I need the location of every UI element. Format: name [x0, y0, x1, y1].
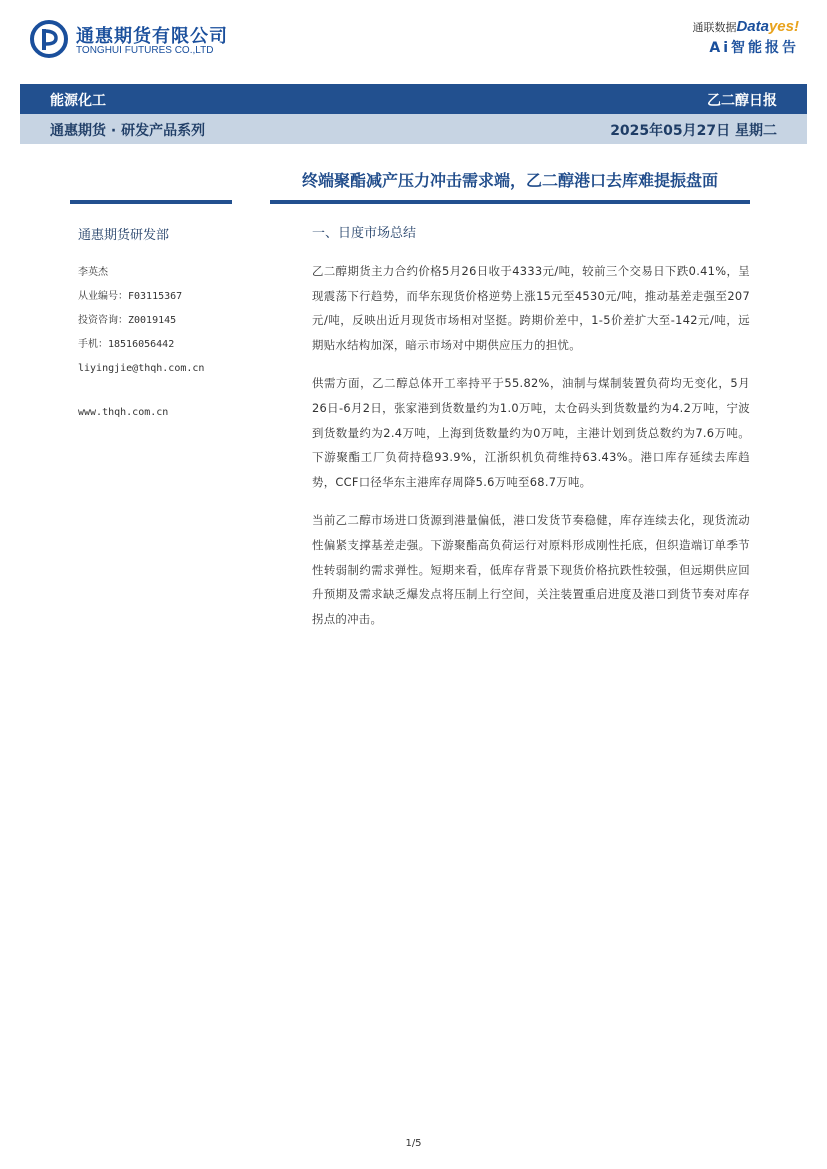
company-logo-icon	[30, 20, 68, 58]
advisory-number: 投资咨询：Z0019145	[78, 315, 177, 326]
report-date: 2025年05月27日 星期二	[610, 123, 777, 139]
brand-line	[692, 18, 799, 35]
report-body	[312, 222, 750, 645]
page-number: 1/5	[405, 1138, 422, 1149]
datayes-brand	[692, 18, 799, 57]
brand-prefix: 通联数据	[692, 21, 737, 34]
analyst-sidebar	[78, 224, 268, 425]
company-name-en: TONGHUI FUTURES CO.,LTD	[76, 45, 214, 56]
email-link[interactable]: liyingjie@thqh.com.cn	[78, 363, 205, 374]
paragraph-supply-demand: 供需方面，乙二醇总体开工率持平于55.82%，油制与煤制装置负荷均无变化，5月26日-6月2日，张家港到货数量约为1.0万吨，太仓码头到货数量约为4.2万吨，宁波到货数量约为2.4万吨，上海到货数量约为0万吨，主港计划到货总数约为7.6万吨。下游聚酯工厂负荷持稳93.9%，江浙织机负荷维持63.43%。港口库存延续去库趋势，CCF口径华东主港库存周降5.6万吨至68.7万吨。	[312, 376, 750, 489]
category-bar	[20, 84, 807, 114]
website-link[interactable]: www.thqh.com.cn	[78, 407, 169, 418]
paragraph-price: 乙二醇期货主力合约价格5月26日收于4333元/吨，较前三个交易日下跌0.41%，呈现震荡下行趋势，而华东现货价格逆势上涨15元至4530元/吨，推动基差走强至207元/吨，反映出近月现货市场相对坚挺。跨期价差中，1-5价差扩大至-142元/吨，远期贴水结构加深，暗示市场对中期供应压力的担忧。	[312, 264, 750, 352]
report-type-label: 乙二醇日报	[707, 93, 777, 109]
department-name: 通惠期货研发部	[78, 228, 170, 243]
brand-yes: yes!	[768, 18, 799, 35]
phone-number: 手机：18516056442	[78, 339, 175, 350]
section-title: 一、日度市场总结	[312, 226, 417, 241]
series-bar	[20, 114, 807, 144]
report-headline: 终端聚酯减产压力冲击需求端，乙二醇港口去库难提振盘面	[301, 171, 718, 190]
paragraph-outlook: 当前乙二醇市场进口货源到港量偏低，港口发货节奏稳健，库存连续去化，现货流动性偏紧支撑基差走强。下游聚酯高负荷运行对原料形成刚性托底，但织造端订单季节性转弱制约需求弹性。短期来看，低库存背景下现货价格抗跌性较强，但远期供应回升预期及需求缺乏爆发点将压制上行空间，关注装置重启进度及港口到货节奏对库存拐点的冲击。	[312, 513, 750, 626]
analyst-name: 李英杰	[78, 267, 108, 278]
license-number: 从业编号：F03115367	[78, 291, 183, 302]
company-logo	[30, 18, 230, 62]
headline-divider	[270, 200, 750, 204]
company-name-cn: 通惠期货有限公司	[76, 26, 228, 47]
brand-data: Data	[736, 18, 769, 35]
ai-report-label: Ai智能报告	[709, 40, 799, 56]
sector-label: 能源化工	[50, 93, 106, 109]
sidebar-divider	[70, 200, 232, 204]
brand-datayes-logo	[736, 18, 799, 35]
series-label: 通惠期货 · 研发产品系列	[50, 123, 206, 139]
